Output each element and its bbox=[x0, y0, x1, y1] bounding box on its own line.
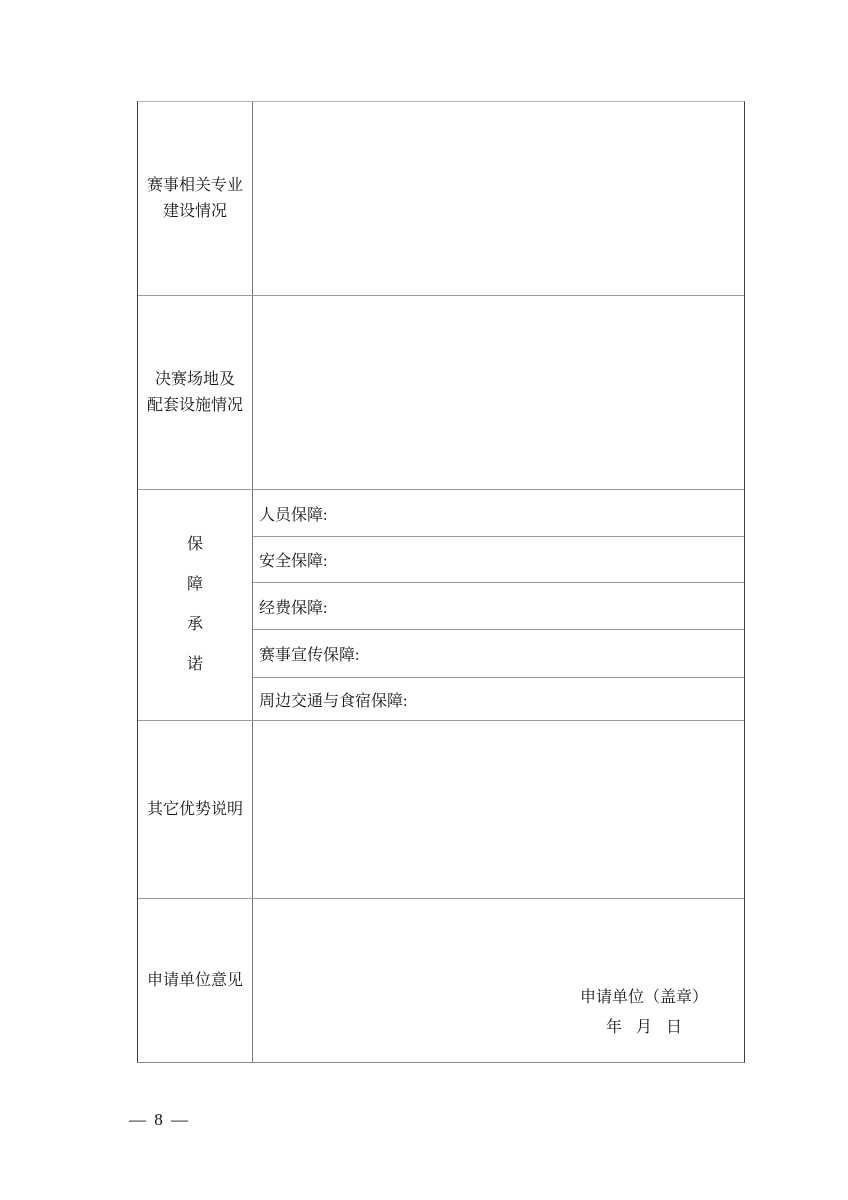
signature-seal-line: 申请单位（盖章） bbox=[579, 989, 708, 1006]
row-label-applicant-unit-opinion bbox=[138, 899, 253, 1062]
content-cell-other-advantages[interactable] bbox=[253, 721, 744, 898]
row-label-final-venue-facilities bbox=[138, 296, 253, 489]
application-form-table bbox=[137, 101, 745, 1063]
form-row-applicant-unit-opinion bbox=[138, 898, 744, 1062]
vertical-label-char: 保 bbox=[186, 536, 203, 553]
row-label-line: 建设情况 bbox=[162, 202, 227, 220]
row-label-event-related-majors bbox=[138, 102, 253, 295]
guarantee-sub-row-transport-lodging[interactable] bbox=[253, 677, 744, 720]
guarantee-sub-rows bbox=[253, 490, 744, 720]
row-label-line: 赛事相关专业 bbox=[146, 176, 243, 194]
form-row-final-venue-facilities bbox=[138, 295, 744, 489]
guarantee-label-personnel: 人员保障: bbox=[259, 506, 328, 524]
row-label-line: 配套设施情况 bbox=[146, 396, 243, 414]
guarantee-sub-row-funding[interactable] bbox=[253, 582, 744, 629]
signature-date-line: 年 月 日 bbox=[605, 1019, 682, 1036]
row-label-line: 其它优势说明 bbox=[146, 800, 243, 818]
vertical-label-char: 诺 bbox=[186, 656, 203, 673]
signature-block bbox=[580, 983, 708, 1043]
vertical-label-char: 障 bbox=[186, 576, 203, 593]
guarantee-label-safety: 安全保障: bbox=[259, 553, 328, 570]
row-label-other-advantages bbox=[138, 721, 253, 898]
guarantee-label-funding: 经费保障: bbox=[259, 599, 328, 617]
form-row-guarantee-commitment bbox=[138, 489, 744, 720]
guarantee-sub-row-personnel[interactable] bbox=[253, 490, 744, 536]
guarantee-label-publicity: 赛事宣传保障: bbox=[259, 647, 360, 664]
content-cell-applicant-unit-opinion[interactable] bbox=[253, 899, 744, 1062]
row-label-line: 决赛场地及 bbox=[154, 370, 235, 388]
guarantee-label-transport-lodging: 周边交通与食宿保障: bbox=[259, 692, 408, 710]
row-label-guarantee-commitment bbox=[138, 490, 253, 720]
page-number: — 8 — bbox=[129, 1110, 190, 1129]
guarantee-sub-row-safety[interactable] bbox=[253, 536, 744, 582]
row-label-line: 申请单位意见 bbox=[146, 971, 243, 989]
guarantee-sub-row-publicity[interactable] bbox=[253, 629, 744, 677]
content-cell-final-venue-facilities[interactable] bbox=[253, 296, 744, 489]
form-row-event-related-majors bbox=[138, 102, 744, 295]
vertical-label-char: 承 bbox=[186, 616, 203, 633]
form-row-other-advantages bbox=[138, 720, 744, 898]
content-cell-event-related-majors[interactable] bbox=[253, 102, 744, 295]
